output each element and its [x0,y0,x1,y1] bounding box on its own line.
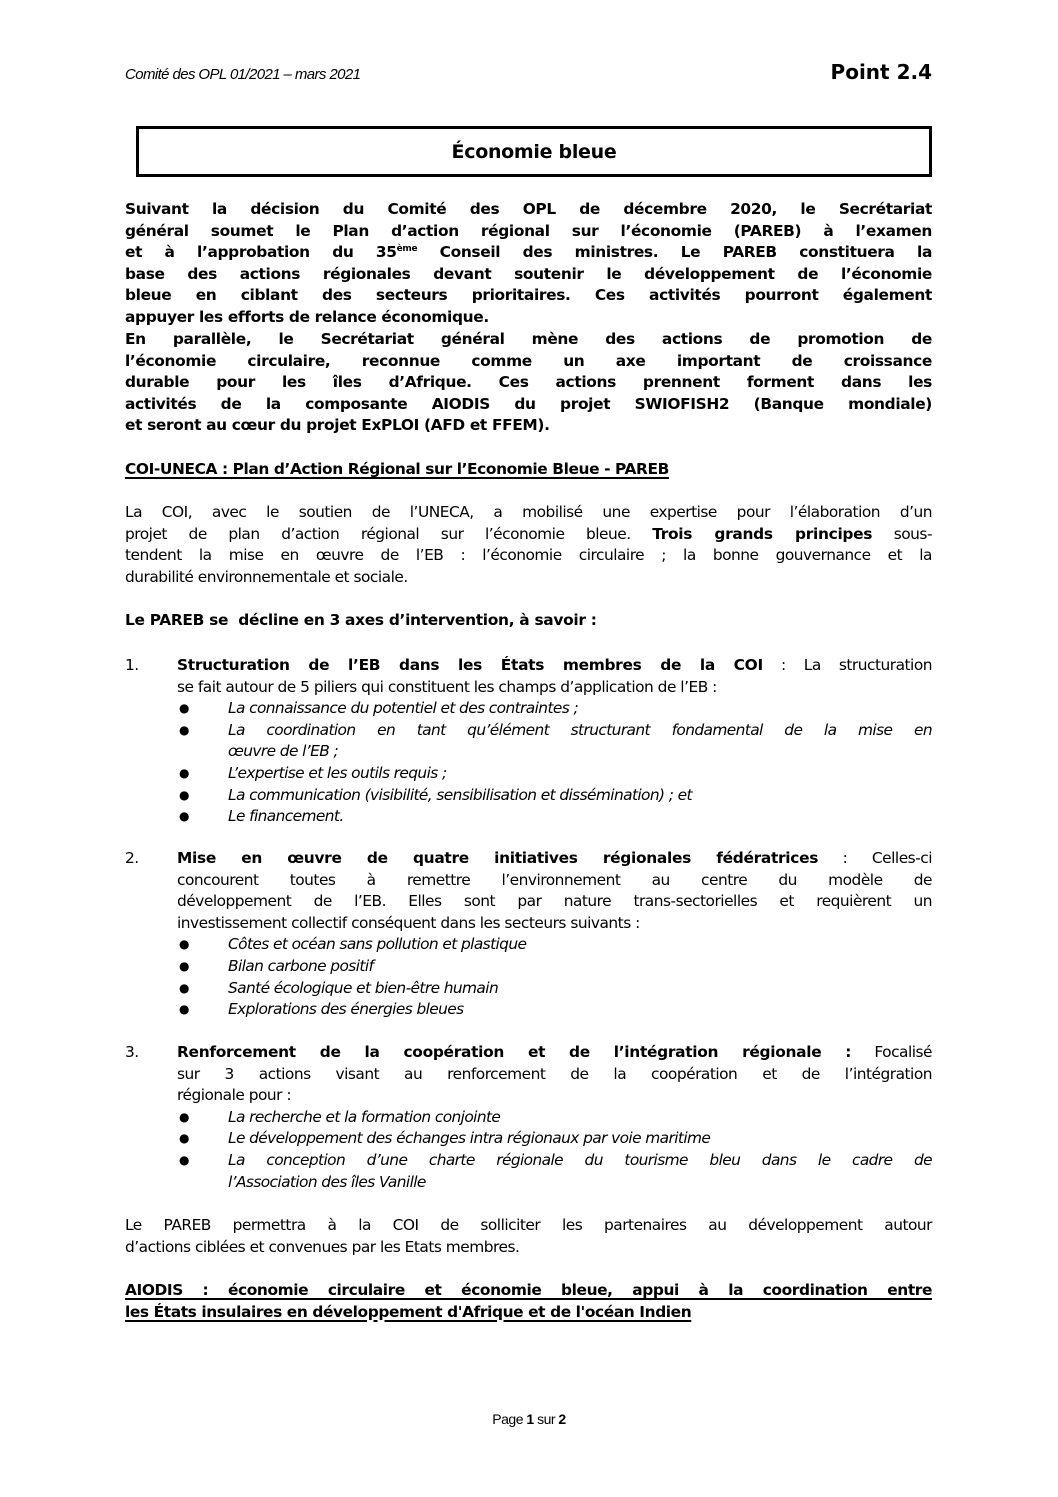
bullet-icon: ● [179,937,189,952]
text-line: d’actions ciblées et convenues par les Etats membres. [125,1237,520,1256]
item-line-row [125,1064,932,1086]
bullet-icon: ● [179,1109,189,1124]
bullet-icon: ● [179,765,189,780]
bullet-icon: ● [179,701,189,716]
text-line: et seront au cœur du projet ExPLOI (AFD et FFEM). [125,416,550,435]
bullet-row [125,720,932,742]
bullet-row [125,999,932,1021]
item-number: 3. [125,1043,139,1061]
heading-text: Le PAREB se décline en 3 axes d’intervention, à savoir : [125,611,597,629]
bullet-text: La conception d’une charte régionale du tourisme bleu dans le cadre de [228,1150,932,1169]
item-text: : Celles-ci [818,849,932,867]
bullet-text: œuvre de l’EB ; [228,742,339,761]
item-line: se fait autour de 5 piliers qui constituent les champs d’application de l’EB : [177,677,717,696]
bullet-text: Bilan carbone positif [228,956,374,975]
heading-text: les États insulaires en développement d'Afrique et de l'océan Indien [125,1302,692,1321]
section-heading-pareb [125,459,932,481]
bullet-icon: ● [179,958,189,973]
text-line [125,242,932,264]
item-line: concourent toutes à remettre l’environnement au centre du modèle de [177,870,932,889]
bullet-icon: ● [179,787,189,802]
bullet-text: Le développement des échanges intra régionaux par voie maritime [228,1129,711,1148]
bullet-text: La communication (visibilité, sensibilisation et dissémination) ; et [228,785,692,804]
item-line-row [125,870,932,892]
intro-paragraph-2 [125,329,932,437]
title-box [136,126,932,177]
item-line [177,1042,932,1064]
item-line: sur 3 actions visant au renforcement de la coopération et de l’intégration [177,1064,932,1083]
item-title: Renforcement de la coopération et de l’intégration régionale : [177,1043,852,1061]
meeting-reference: Comité des OPL 01/2021 – mars 2021 [125,66,361,83]
item-title: Structuration de l’EB dans les États membres de la COI [177,656,763,674]
text-fragment: projet de plan d’action régional sur l’économie bleue. [125,524,653,543]
text-line: En parallèle, le Secrétariat général mène des actions de promotion de [125,330,932,348]
bullet-continuation-row [125,1172,932,1194]
text-line: appuyer les efforts de relance économique. [125,307,489,326]
text-fragment: Conseil des ministres. Le PAREB constituera la [417,243,932,262]
bullet-row [125,934,932,956]
item-line-row [125,891,932,913]
pareb-paragraph [125,502,932,588]
item-first-line [125,1042,932,1064]
item-line: régionale pour : [177,1086,292,1105]
item-text: Focalisé [851,1043,932,1061]
page-number [0,1411,1058,1427]
page-total: 2 [558,1411,566,1427]
page-label: Page [492,1411,523,1427]
item-number: 2. [125,849,139,867]
document-title: Économie bleue [451,140,617,163]
bullet-icon: ● [179,1152,189,1167]
bullet-icon: ● [179,1131,189,1146]
text-line: activités de la composante AIODIS du projet SWIOFISH2 (Banque mondiale) [125,394,932,413]
heading-text: AIODIS : économie circulaire et économie bleue, appui à la coordination entre [125,1281,932,1299]
text-line: La COI, avec le soutien de l’UNECA, a mobilisé une expertise pour l’élaboration d’un [125,503,932,521]
item-line-row [125,913,932,935]
text-line: l’économie circulaire, reconnue comme un axe important de croissance [125,351,932,370]
page-current: 1 [526,1411,534,1427]
item-number: 1. [125,656,139,674]
text-fragment: sous- [872,524,932,543]
item-title: Mise en œuvre de quatre initiatives régionales fédératrices [177,849,819,867]
text-line: Suivant la décision du Comité des OPL de décembre 2020, le Secrétariat [125,200,932,218]
emphasis-text: Trois grands principes [652,524,873,543]
bullet-text: Santé écologique et bien-être humain [228,978,499,997]
text-line: Le PAREB permettra à la COI de solliciter les partenaires au développement autour [125,1216,932,1234]
bullet-row [125,763,932,785]
bullet-continuation-row [125,741,932,763]
heading-text: COI-UNECA : Plan d’Action Régional sur l’Economie Bleue - PAREB [125,460,669,478]
bullet-row [125,1150,932,1172]
section-heading-aiodis [125,1280,932,1323]
bullet-row [125,806,932,828]
text-line [125,524,932,546]
bullet-text: La recherche et la formation conjointe [228,1107,501,1126]
item-text: : La structuration [762,656,932,674]
list-item-3 [125,1042,932,1193]
bullet-icon: ● [179,980,189,995]
page-separator: sur [537,1411,556,1427]
item-first-line [125,848,932,870]
bullet-text: Le financement. [228,807,344,826]
bullet-icon: ● [179,809,189,824]
intro-paragraph-1 [125,199,932,329]
text-line: base des actions régionales devant soutenir le développement de l’économie [125,264,932,283]
item-line-row [125,677,932,699]
item-line: investissement collectif conséquent dans les secteurs suivants : [177,913,640,932]
closing-paragraph [125,1215,932,1258]
bullet-icon: ● [179,722,189,737]
text-line: durable pour les îles d’Afrique. Ces actions prennent forment dans les [125,373,932,392]
bullet-row [125,1107,932,1129]
bullet-row [125,698,932,720]
item-first-line [125,655,932,677]
text-line: général soumet le Plan d’action régional sur l’économie (PAREB) à l’examen [125,221,932,240]
bullet-row [125,978,932,1000]
axes-heading [125,610,932,632]
bullet-text: La coordination en tant qu’élément structurant fondamental de la mise en [228,720,932,739]
item-line: développement de l’EB. Elles sont par nature trans-sectorielles et requièrent un [177,892,932,911]
text-line: durabilité environnementale et sociale. [125,567,408,586]
list-item-1 [125,655,932,828]
item-line-row [125,1085,932,1107]
bullet-row [125,785,932,807]
bullet-row [125,1128,932,1150]
bullet-text: l’Association des îles Vanille [228,1172,426,1191]
bullet-text: Explorations des énergies bleues [228,1000,464,1019]
agenda-point: Point 2.4 [830,60,932,84]
item-line [177,848,932,870]
bullet-row [125,956,932,978]
text-fragment: et à l’approbation du 35 [125,243,397,262]
bullet-text: L’expertise et les outils requis ; [228,763,447,782]
text-line: tendent la mise en œuvre de l’EB : l’économie circulaire ; la bonne gouvernance et la [125,546,932,565]
bullet-text: Côtes et océan sans pollution et plastique [228,935,527,954]
bullet-text: La connaissance du potentiel et des contraintes ; [228,699,579,718]
text-line: bleue en ciblant des secteurs prioritaires. Ces activités pourront également [125,286,932,305]
bullet-icon: ● [179,1002,189,1017]
list-item-2 [125,848,932,1021]
item-line [177,655,932,677]
superscript: ème [396,244,418,255]
